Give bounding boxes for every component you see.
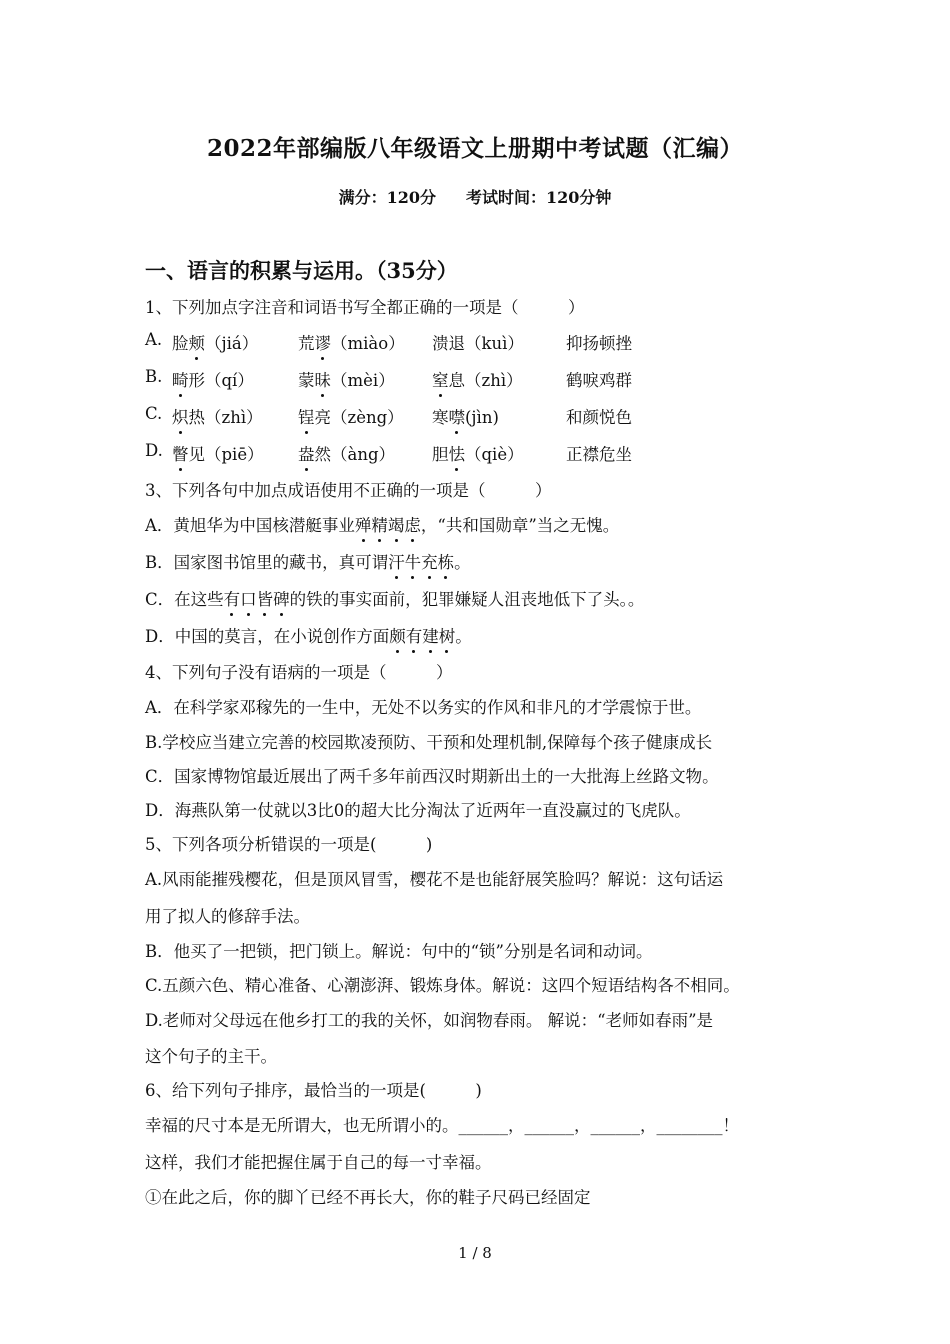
question-3-stem: 3、下列各句中加点成语使用不正确的一项是（ ） xyxy=(145,481,552,500)
page-title: 2022年部编版八年级语文上册期中考试题（汇编） xyxy=(206,135,743,162)
option-word-1: 炽热（zhì） xyxy=(172,404,263,428)
option-label: B. xyxy=(145,367,163,386)
dotted-idiom: 汗牛充栋 xyxy=(388,553,454,572)
option-word-2: 荒谬（miào） xyxy=(298,330,405,354)
option-word-3: 溃退（kuì） xyxy=(432,334,524,353)
option-word-4: 抑扬顿挫 xyxy=(566,334,632,353)
question-6-passage-line-1: 幸福的尺寸本是无所谓大，也无所谓小的。______，______，______，________！ xyxy=(145,1116,739,1135)
question-1-stem: 1、下列加点字注音和词语书写全都正确的一项是（ ） xyxy=(145,298,585,317)
option-word-2: 盎然（àng） xyxy=(298,441,395,465)
option-word-4: 正襟危坐 xyxy=(566,445,632,464)
option-word-1: 脸颊（jiá） xyxy=(172,330,258,354)
option-word-3: 胆怯（qiè） xyxy=(432,441,524,465)
question-4-option-a: A．在科学家邓稼先的一生中，无处不以务实的作风和非凡的才学震惊于世。 xyxy=(145,698,702,717)
option-word-1: 瞥见（piē） xyxy=(172,441,264,465)
question-5-option-d-line-1: D.老师对父母远在他乡打工的我的关怀，如润物春雨。 解说：“老师如春雨”是 xyxy=(145,1011,714,1030)
question-6-stem: 6、给下列句子排序，最恰当的一项是( ) xyxy=(145,1081,482,1100)
option-label: D. xyxy=(145,441,163,460)
question-4-option-c: C．国家博物馆最近展出了两千多年前西汉时期新出土的一大批海上丝路文物。 xyxy=(145,767,719,786)
exam-time: 考试时间：120分钟 xyxy=(466,188,612,207)
option-label: C. xyxy=(145,404,163,423)
question-4-stem: 4、下列句子没有语病的一项是（ ） xyxy=(145,663,453,682)
option-label: A. xyxy=(145,330,163,349)
question-5-stem: 5、下列各项分析错误的一项是( ) xyxy=(145,835,433,854)
option-word-1: 畸形（qí） xyxy=(172,367,254,391)
option-word-2: 蒙昧（mèi） xyxy=(298,367,395,391)
question-3-option-c: C．在这些有口皆碑的铁的事实面前，犯罪嫌疑人沮丧地低下了头。。 xyxy=(145,586,644,610)
option-word-3: 窒息（zhì） xyxy=(432,367,523,391)
dotted-idiom: 颇有建树 xyxy=(389,627,455,646)
option-word-4: 鹤唳鸡群 xyxy=(566,371,632,390)
question-5-option-a-line-1: A.风雨能摧残樱花，但是顶风冒雪，樱花不是也能舒展笑脸吗？解说：这句话运 xyxy=(145,870,724,889)
question-3-option-a: A．黄旭华为中国核潜艇事业殚精竭虑，“共和国勋章”当之无愧。 xyxy=(145,512,619,536)
page-number: 1 / 8 xyxy=(458,1244,492,1262)
option-word-4: 和颜悦色 xyxy=(566,408,632,427)
question-5-option-b: B．他买了一把锁，把门锁上。解说：句中的“锁”分别是名词和动词。 xyxy=(145,942,653,961)
question-3-option-d: D．中国的莫言，在小说创作方面颇有建树。 xyxy=(145,623,472,647)
option-word-2: 锃亮（zèng） xyxy=(298,404,404,428)
question-5-option-d-line-2: 这个句子的主干。 xyxy=(145,1047,277,1066)
question-5-option-c: C.五颜六色、精心准备、心潮澎湃、锻炼身体。解说：这四个短语结构各不相同。 xyxy=(145,976,740,995)
section-heading: 一、语言的积累与运用。（35分） xyxy=(145,258,458,283)
question-5-option-a-line-2: 用了拟人的修辞手法。 xyxy=(145,907,310,926)
exam-info xyxy=(0,185,950,208)
question-3-option-b: B．国家图书馆里的藏书，真可谓汗牛充栋。 xyxy=(145,549,471,573)
question-4-option-d: D．海燕队第一仗就以3比0的超大比分淘汰了近两年一直没赢过的飞虎队。 xyxy=(145,801,691,820)
question-6-sentence-1: ①在此之后，你的脚丫已经不再长大，你的鞋子尺码已经固定 xyxy=(145,1188,591,1207)
question-6-passage-line-2: 这样，我们才能把握住属于自己的每一寸幸福。 xyxy=(145,1153,492,1172)
dotted-idiom: 殚精竭虑 xyxy=(355,516,421,535)
option-word-3: 寒噤(jìn) xyxy=(432,404,499,428)
question-4-option-b: B.学校应当建立完善的校园欺凌预防、干预和处理机制,保障每个孩子健康成长 xyxy=(145,733,713,752)
dotted-idiom: 有口皆碑 xyxy=(224,590,290,609)
full-score: 满分：120分 xyxy=(338,188,436,207)
